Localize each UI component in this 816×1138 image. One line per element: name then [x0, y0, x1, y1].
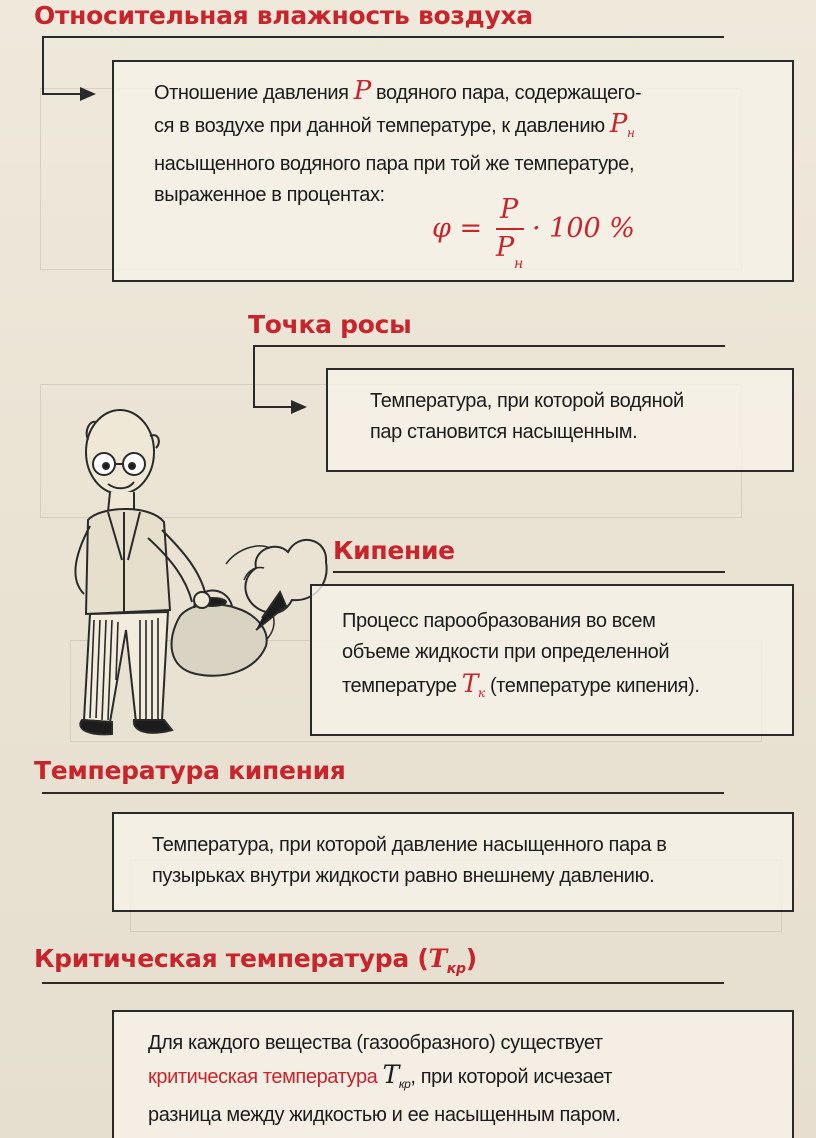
text-span: Критическая температура ( [34, 944, 429, 973]
term-highlight: критическая температура [148, 1066, 378, 1088]
formula-denominator-subscript: н [514, 256, 524, 272]
formula-lhs: φ = [432, 213, 483, 244]
heading-critical-temperature [34, 944, 477, 977]
text-span: Отношение давления [154, 82, 354, 104]
definition-line: насыщенного водяного пара при той же температуре, [154, 153, 635, 175]
connector-line [42, 36, 44, 94]
definition-line: Для каждого вещества (газообразного) существует [148, 1032, 603, 1054]
definition-line: разница между жидкостью и ее насыщенным паром. [148, 1104, 621, 1126]
formula-denominator: P [496, 232, 515, 263]
man-figure [75, 410, 210, 734]
variable-pressure: P [353, 76, 371, 106]
heading-underline [42, 792, 724, 794]
text-span: температуре [342, 675, 462, 697]
heading-underline [333, 571, 725, 573]
man-with-kettle-illustration [30, 380, 330, 740]
fraction-bar [496, 228, 524, 230]
heading-boiling: Кипение [333, 536, 455, 565]
heading-underline [253, 345, 725, 347]
definition-line: объеме жидкости при определенной [342, 641, 670, 663]
heading-dew-point: Точка росы [248, 310, 412, 339]
text-span: , при которой исчезает [410, 1066, 613, 1088]
definition-line: Температура, при которой давление насыщенного пара в [152, 834, 667, 856]
arrow-icon [80, 87, 96, 101]
formula-numerator: P [500, 194, 519, 225]
definition-line [342, 668, 782, 709]
connector-line [42, 93, 82, 95]
definition-line: пар становится насыщенным. [370, 421, 638, 443]
definition-line [148, 1059, 782, 1100]
heading-underline [42, 982, 724, 984]
text-span: ся в воздухе при данной температуре, к давлению [154, 115, 610, 137]
definition-line [154, 109, 778, 149]
heading-underline [42, 36, 724, 38]
variable-temperature: T [428, 944, 447, 973]
definition-box-critical-temperature [112, 1010, 794, 1138]
variable-subscript: кр [446, 961, 466, 977]
formula-rhs: · 100 % [532, 213, 635, 244]
variable-saturated-pressure: P [609, 109, 627, 139]
definition-box-relative-humidity [112, 60, 794, 282]
text-span: (температуре кипения). [484, 675, 700, 697]
text-span: ) [465, 944, 477, 973]
heading-boiling-temperature: Температура кипения [34, 756, 346, 785]
variable-subscript: кр [398, 1077, 411, 1091]
definition-line: Температура, при которой водяной [370, 390, 684, 412]
definition-line: Процесс парообразования во всем [342, 610, 656, 632]
variable-subscript: к [478, 686, 485, 700]
variable-temperature: T [382, 1060, 399, 1089]
text-span: водяного пара, содержащего- [370, 82, 642, 104]
definition-line: выраженное в процентах: [154, 184, 385, 206]
definition-line [154, 76, 778, 109]
variable-temperature: T [461, 669, 479, 698]
definition-box-boiling-temperature [112, 812, 794, 912]
variable-subscript: н [626, 126, 635, 140]
definition-line: пузырьках внутри жидкости равно внешнему давлению. [152, 865, 655, 887]
kettle-icon [172, 590, 286, 675]
definition-box-boiling [310, 584, 794, 736]
heading-relative-humidity: Относительная влажность воздуха [34, 1, 533, 30]
definition-box-dew-point [326, 368, 794, 472]
